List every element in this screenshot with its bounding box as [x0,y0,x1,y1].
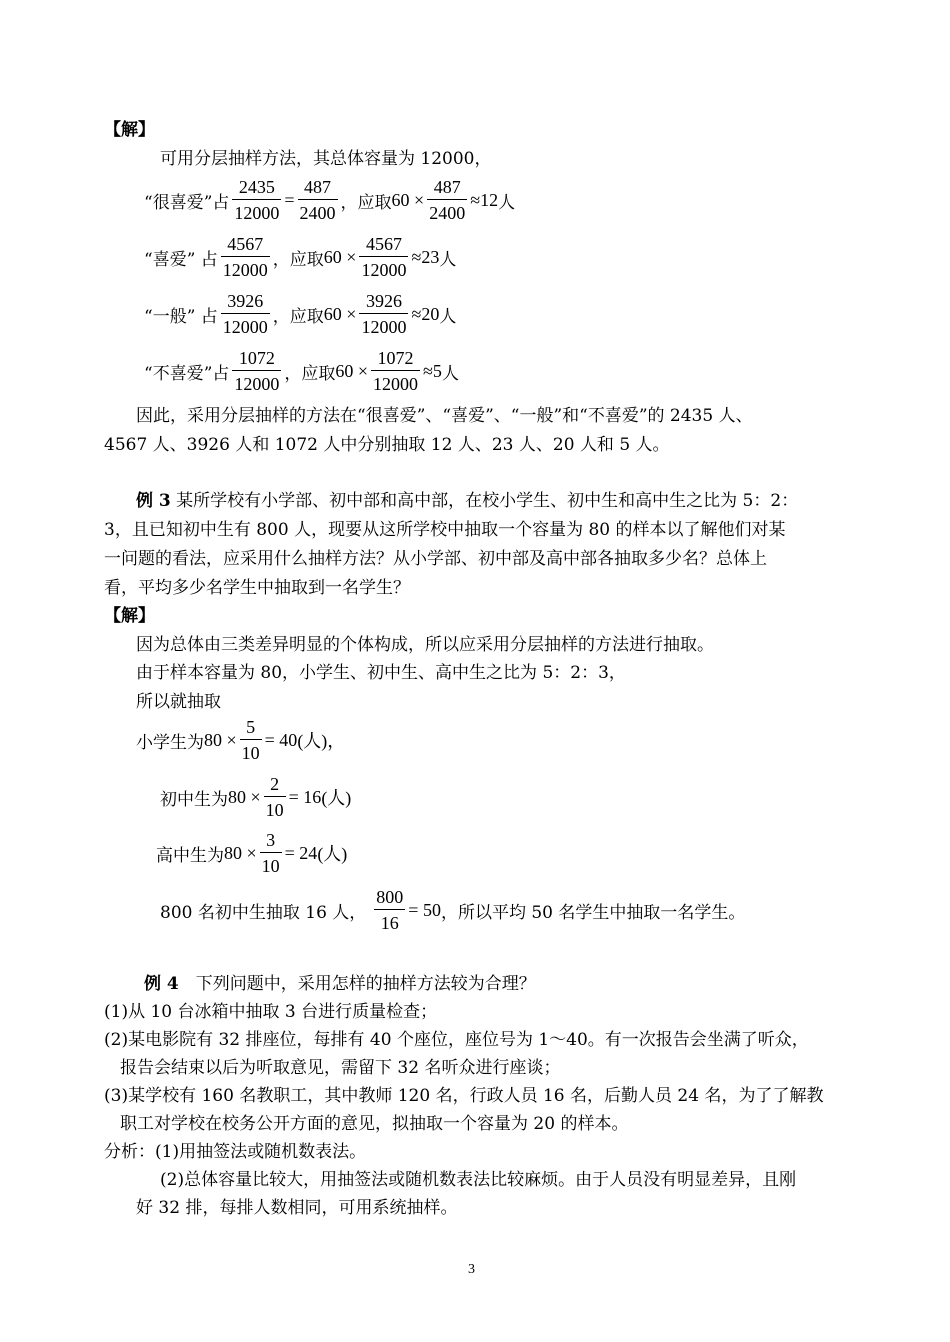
row-label: “很喜爱”占 [144,192,230,213]
unit: (人)， [297,731,346,751]
fraction: $\frac{5}{10}$ [241,717,260,763]
result-value: = 50 [408,899,441,920]
paragraph-line: 可用分层抽样方法，其总体容量为 12000， [160,149,492,169]
result-value: = 16 [288,786,322,807]
question-3-cont: 职工对学校在校务公开方面的意见，拟抽取一个容量为 20 的样本。 [120,1114,629,1134]
fraction: $\frac{1072}{12000}$ [373,348,419,394]
question-3: (3)某学校有 160 名教职工，其中教师 120 名，行政人员 16 名，后勤人员 24 名，为了了解教 [104,1086,824,1106]
unit: (人) [321,788,352,808]
calc-row-average [144,292,456,336]
unit: 人 [439,249,457,270]
unit: 人 [441,363,459,384]
result-value: = 24 [284,842,318,863]
unit: (人) [317,844,348,864]
coefficient: 80 × [224,842,257,863]
coefficient: 80 × [228,786,261,807]
paragraph-line: 由于样本容量为 80，小学生、初中生、高中生之比为 5：2：3， [136,663,626,683]
example-4-line: 例 4 下列问题中，采用怎样的抽样方法较为合理？ [144,974,536,994]
example-label: 例 3 [136,491,171,511]
question-2: (2)某电影院有 32 排座位，每排有 40 个座位，座位号为 1～40。有一次报告会坐满了听众， [104,1030,809,1050]
calc-row-senior [156,831,347,875]
coefficient: 60 × [335,360,369,381]
row-mid-text: ，应取 [284,363,336,384]
calc-row-primary [136,718,345,762]
fraction: $\frac{487}{2400}$ [299,177,336,223]
unit: 人 [439,306,457,327]
paragraph-line: 一问题的看法，应采用什么抽样方法？从小学部、初中部及高中部各抽取多少名？总体上 [104,549,767,569]
row-label: 小学生为 [136,732,204,753]
row-tail-text: ，所以平均 50 名学生中抽取一名学生。 [440,902,746,923]
fraction: $\frac{800}{16}$ [376,887,404,933]
row-label: “一般” 占 [144,306,218,327]
paragraph-line: 4567 人、3926 人和 1072 人中分别抽取 12 人、23 人、20 人和 5 人。 [104,435,670,455]
fraction: $\frac{3}{10}$ [261,830,280,876]
calc-row-very-like [144,178,515,222]
coefficient: 60 × [391,189,425,210]
paragraph-line: 3，且已知初中生有 800 人，现要从这所学校中抽取一个容量为 80 的样本以了解他们对某 [104,520,786,540]
fraction: $\frac{4567}{12000}$ [222,234,268,280]
calc-row-junior [160,775,351,819]
paragraph-line: 因此，采用分层抽样的方法在“很喜爱”、“喜爱”、“一般”和“不喜爱”的 2435 人、 [136,406,753,426]
paragraph-line: 因为总体由三类差异明显的个体构成，所以应采用分层抽样的方法进行抽取。 [136,635,714,655]
fraction: $\frac{3926}{12000}$ [361,291,407,337]
result-value: ≈5 [423,360,442,381]
row-mid-text: ，应取 [272,249,324,270]
row-mid-text: ，应取 [272,306,324,327]
coefficient: 60 × [323,246,357,267]
page-number: 3 [468,1262,475,1277]
coefficient: 80 × [204,729,237,750]
question-2-cont: 报告会结束以后为听取意见，需留下 32 名听众进行座谈； [120,1058,561,1078]
fraction: $\frac{487}{2400}$ [429,177,466,223]
row-label: 800 名初中生抽取 16 人， [160,902,367,923]
fraction: $\frac{1072}{12000}$ [234,348,280,394]
row-label: “喜爱” 占 [144,249,218,270]
equals-sign: = [284,189,295,210]
example-label: 例 4 [144,974,179,994]
analysis-2-cont: 好 32 排，每排人数相同，可用系统抽样。 [136,1198,458,1218]
row-label: 高中生为 [156,845,224,866]
fraction: $\frac{2}{10}$ [265,774,284,820]
row-mid-text: ，应取 [340,192,392,213]
example-3-line: 例 3 某所学校有小学部、初中部和高中部，在校小学生、初中生和高中生之比为 5：2： [136,491,799,511]
paragraph-line: 所以就抽取 [136,692,221,712]
result-value: ≈12 [470,189,499,210]
fraction: $\frac{2435}{12000}$ [234,177,280,223]
unit: 人 [498,192,516,213]
analysis-1: 分析：(1)用抽签法或随机数表法。 [104,1142,367,1162]
result-value: ≈20 [411,303,440,324]
result-value: = 40 [264,729,298,750]
row-label: “不喜爱”占 [144,363,230,384]
coefficient: 60 × [323,303,357,324]
analysis-2: (2)总体容量比较大，用抽签法或随机数表法比较麻烦。由于人员没有明显差异，且刚 [160,1170,797,1190]
question-1: (1)从 10 台冰箱中抽取 3 台进行质量检查； [104,1002,438,1022]
calc-row-average-students [160,888,745,932]
calc-row-like [144,235,456,279]
row-label: 初中生为 [160,789,228,810]
fraction: $\frac{4567}{12000}$ [361,234,407,280]
calc-row-dislike [144,349,459,393]
paragraph-line: 看，平均多少名学生中抽取到一名学生？ [104,578,410,598]
fraction: $\frac{3926}{12000}$ [222,291,268,337]
solution-heading: 【解】 [104,606,155,626]
result-value: ≈23 [411,246,440,267]
solution-heading: 【解】 [104,120,155,140]
